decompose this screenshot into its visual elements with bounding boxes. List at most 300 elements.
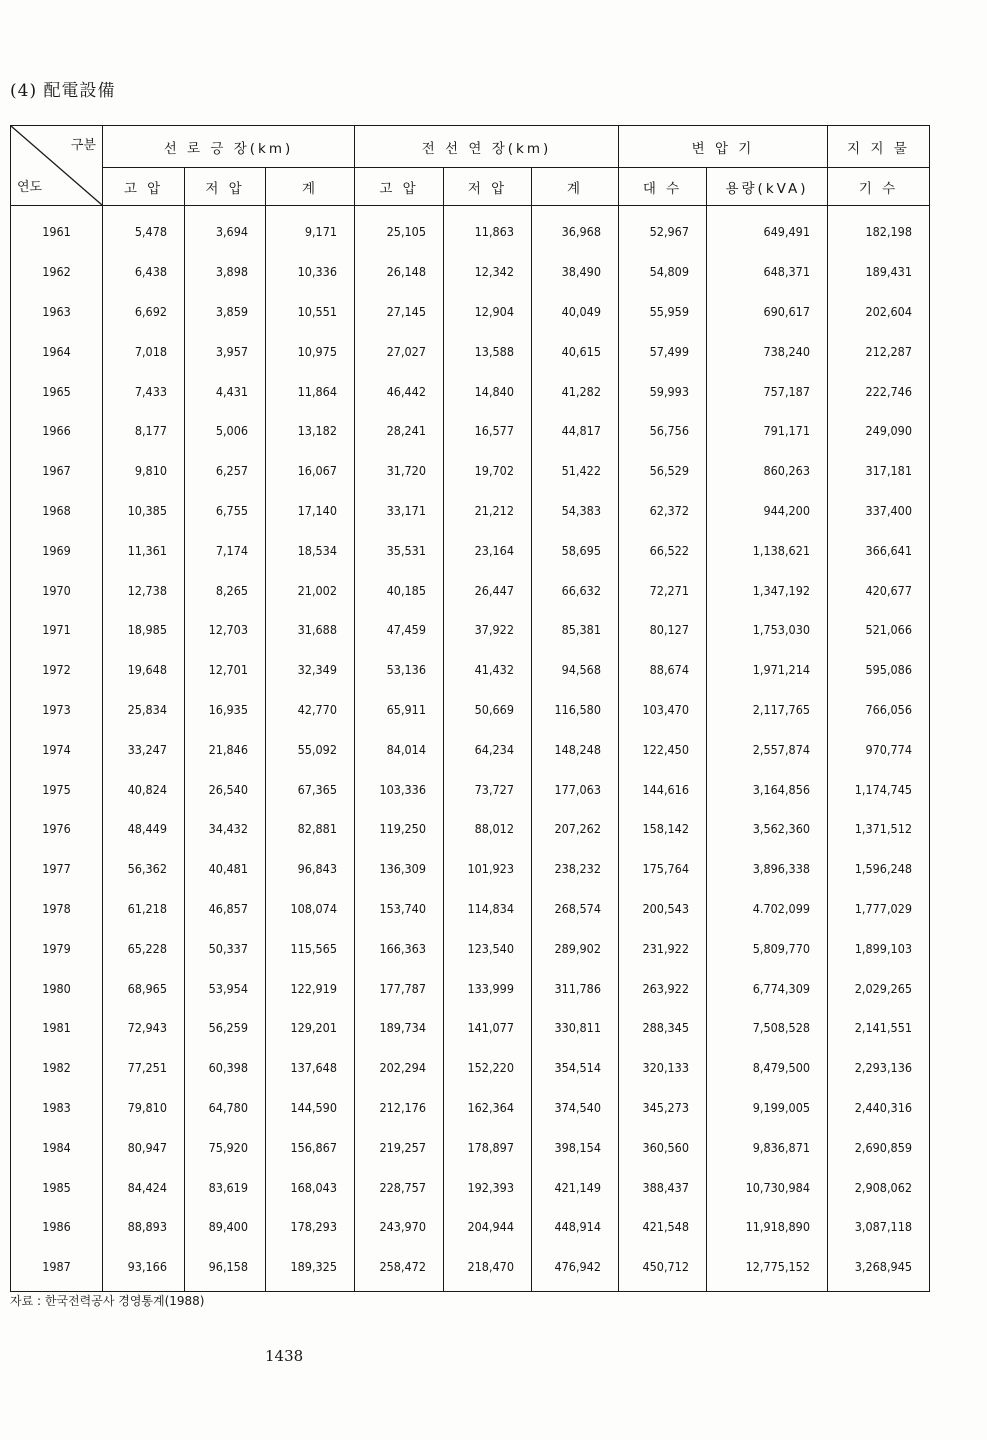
value-cell: 144,590 [266,1088,355,1128]
year-cell: 1981 [11,1008,103,1048]
value-cell: 28,241 [355,411,444,451]
value-cell: 65,228 [103,928,185,968]
value-cell: 944,200 [707,491,828,531]
table-row [11,292,930,332]
table-row [11,809,930,849]
value-cell: 311,786 [532,968,619,1008]
value-cell: 166,363 [355,928,444,968]
year-cell: 1963 [11,292,103,332]
value-cell: 249,090 [828,411,930,451]
value-cell: 10,336 [266,252,355,292]
value-cell: 10,975 [266,331,355,371]
value-cell: 68,965 [103,968,185,1008]
value-cell: 189,325 [266,1247,355,1291]
value-cell: 46,857 [185,889,266,929]
year-cell: 1984 [11,1127,103,1167]
value-cell: 32,349 [266,650,355,690]
value-cell: 25,834 [103,690,185,730]
value-cell: 84,424 [103,1167,185,1207]
table-row [11,1048,930,1088]
group-header-supports: 지 지 물 [828,126,930,168]
value-cell: 3,087,118 [828,1207,930,1247]
value-cell: 738,240 [707,331,828,371]
value-cell: 116,580 [532,690,619,730]
value-cell: 40,824 [103,769,185,809]
value-cell: 421,149 [532,1167,619,1207]
sub-header-wire-high-voltage: 고 압 [355,168,444,206]
corner-label-year: 연도 [17,180,43,195]
value-cell: 19,702 [444,451,532,491]
year-cell: 1977 [11,849,103,889]
table-row [11,1088,930,1128]
table-row [11,1127,930,1167]
year-cell: 1970 [11,570,103,610]
value-cell: 66,632 [532,570,619,610]
value-cell: 34,432 [185,809,266,849]
value-cell: 153,740 [355,889,444,929]
value-cell: 55,959 [619,292,707,332]
value-cell: 83,619 [185,1167,266,1207]
value-cell: 21,002 [266,570,355,610]
value-cell: 690,617 [707,292,828,332]
year-cell: 1985 [11,1167,103,1207]
value-cell: 757,187 [707,371,828,411]
value-cell: 11,863 [444,206,532,252]
year-cell: 1973 [11,690,103,730]
value-cell: 72,271 [619,570,707,610]
table-row [11,1008,930,1048]
value-cell: 17,140 [266,491,355,531]
value-cell: 56,529 [619,451,707,491]
table-row [11,411,930,451]
value-cell: 25,105 [355,206,444,252]
value-cell: 3,898 [185,252,266,292]
year-cell: 1983 [11,1088,103,1128]
value-cell: 177,063 [532,769,619,809]
value-cell: 88,893 [103,1207,185,1247]
table-row [11,491,930,531]
value-cell: 337,400 [828,491,930,531]
table-row [11,690,930,730]
value-cell: 56,756 [619,411,707,451]
year-cell: 1986 [11,1207,103,1247]
value-cell: 23,164 [444,530,532,570]
table-row [11,206,930,252]
value-cell: 94,568 [532,650,619,690]
value-cell: 3,694 [185,206,266,252]
value-cell: 791,171 [707,411,828,451]
table-row [11,331,930,371]
value-cell: 6,755 [185,491,266,531]
value-cell: 31,688 [266,610,355,650]
table-row [11,1207,930,1247]
value-cell: 73,727 [444,769,532,809]
table-row [11,968,930,1008]
value-cell: 168,043 [266,1167,355,1207]
value-cell: 89,400 [185,1207,266,1247]
table-row [11,928,930,968]
year-cell: 1962 [11,252,103,292]
table-row [11,530,930,570]
table-row [11,451,930,491]
value-cell: 9,810 [103,451,185,491]
sub-header-line-high-voltage: 고 압 [103,168,185,206]
sub-header-line-low-voltage: 저 압 [185,168,266,206]
value-cell: 119,250 [355,809,444,849]
value-cell: 50,669 [444,690,532,730]
value-cell: 320,133 [619,1048,707,1088]
value-cell: 40,049 [532,292,619,332]
value-cell: 52,967 [619,206,707,252]
group-header-transformer: 변 압 기 [619,126,828,168]
value-cell: 4,431 [185,371,266,411]
table-row [11,1247,930,1291]
value-cell: 48,449 [103,809,185,849]
value-cell: 64,780 [185,1088,266,1128]
value-cell: 238,232 [532,849,619,889]
page-number: 1438 [265,1347,304,1365]
value-cell: 12,342 [444,252,532,292]
value-cell: 648,371 [707,252,828,292]
sub-header-support-count: 기 수 [828,168,930,206]
table-row [11,1167,930,1207]
value-cell: 2,690,859 [828,1127,930,1167]
value-cell: 268,574 [532,889,619,929]
value-cell: 263,922 [619,968,707,1008]
value-cell: 212,176 [355,1088,444,1128]
value-cell: 448,914 [532,1207,619,1247]
year-cell: 1966 [11,411,103,451]
table-row [11,252,930,292]
value-cell: 1,596,248 [828,849,930,889]
value-cell: 354,514 [532,1048,619,1088]
value-cell: 18,985 [103,610,185,650]
table-row [11,729,930,769]
value-cell: 41,282 [532,371,619,411]
value-cell: 366,641 [828,530,930,570]
value-cell: 3,562,360 [707,809,828,849]
year-cell: 1967 [11,451,103,491]
value-cell: 177,787 [355,968,444,1008]
value-cell: 14,840 [444,371,532,411]
value-cell: 38,490 [532,252,619,292]
value-cell: 156,867 [266,1127,355,1167]
value-cell: 16,577 [444,411,532,451]
value-cell: 12,904 [444,292,532,332]
value-cell: 41,432 [444,650,532,690]
value-cell: 5,006 [185,411,266,451]
value-cell: 595,086 [828,650,930,690]
value-cell: 133,999 [444,968,532,1008]
value-cell: 2,029,265 [828,968,930,1008]
value-cell: 330,811 [532,1008,619,1048]
value-cell: 13,182 [266,411,355,451]
value-cell: 421,548 [619,1207,707,1247]
table-row [11,570,930,610]
value-cell: 115,565 [266,928,355,968]
value-cell: 122,450 [619,729,707,769]
value-cell: 374,540 [532,1088,619,1128]
value-cell: 58,695 [532,530,619,570]
value-cell: 141,077 [444,1008,532,1048]
value-cell: 7,433 [103,371,185,411]
group-header-line-length: 선 로 긍 장(km) [103,126,355,168]
table-row [11,769,930,809]
value-cell: 1,777,029 [828,889,930,929]
value-cell: 10,730,984 [707,1167,828,1207]
value-cell: 3,164,856 [707,769,828,809]
value-cell: 44,817 [532,411,619,451]
value-cell: 122,919 [266,968,355,1008]
value-cell: 19,648 [103,650,185,690]
value-cell: 79,810 [103,1088,185,1128]
value-cell: 56,259 [185,1008,266,1048]
value-cell: 114,834 [444,889,532,929]
value-cell: 108,074 [266,889,355,929]
value-cell: 450,712 [619,1247,707,1291]
value-cell: 1,371,512 [828,809,930,849]
value-cell: 317,181 [828,451,930,491]
value-cell: 8,265 [185,570,266,610]
value-cell: 60,398 [185,1048,266,1088]
value-cell: 101,923 [444,849,532,889]
value-cell: 288,345 [619,1008,707,1048]
value-cell: 2,141,551 [828,1008,930,1048]
value-cell: 64,234 [444,729,532,769]
value-cell: 16,067 [266,451,355,491]
value-cell: 204,944 [444,1207,532,1247]
table-body [11,206,930,1292]
value-cell: 162,364 [444,1088,532,1128]
value-cell: 136,309 [355,849,444,889]
value-cell: 96,158 [185,1247,266,1291]
value-cell: 42,770 [266,690,355,730]
value-cell: 258,472 [355,1247,444,1291]
value-cell: 57,499 [619,331,707,371]
value-cell: 66,522 [619,530,707,570]
value-cell: 1,347,192 [707,570,828,610]
value-cell: 398,154 [532,1127,619,1167]
corner-label-category: 구분 [70,138,96,153]
value-cell: 766,056 [828,690,930,730]
value-cell: 192,393 [444,1167,532,1207]
value-cell: 96,843 [266,849,355,889]
value-cell: 476,942 [532,1247,619,1291]
value-cell: 202,604 [828,292,930,332]
sub-header-transformer-count: 대 수 [619,168,707,206]
value-cell: 12,775,152 [707,1247,828,1291]
value-cell: 103,336 [355,769,444,809]
page-title: (4) 配電設備 [10,81,116,101]
table-row [11,650,930,690]
year-cell: 1972 [11,650,103,690]
value-cell: 50,337 [185,928,266,968]
year-cell: 1965 [11,371,103,411]
value-cell: 137,648 [266,1048,355,1088]
value-cell: 6,257 [185,451,266,491]
value-cell: 2,557,874 [707,729,828,769]
value-cell: 3,268,945 [828,1247,930,1291]
sub-header-transformer-capacity: 용량(kVA) [707,168,828,206]
value-cell: 27,145 [355,292,444,332]
value-cell: 10,385 [103,491,185,531]
value-cell: 6,774,309 [707,968,828,1008]
value-cell: 1,138,621 [707,530,828,570]
value-cell: 13,588 [444,331,532,371]
value-cell: 5,809,770 [707,928,828,968]
year-cell: 1969 [11,530,103,570]
table-row [11,371,930,411]
value-cell: 212,287 [828,331,930,371]
value-cell: 9,171 [266,206,355,252]
value-cell: 189,431 [828,252,930,292]
value-cell: 12,738 [103,570,185,610]
value-cell: 388,437 [619,1167,707,1207]
value-cell: 345,273 [619,1088,707,1128]
value-cell: 2,440,316 [828,1088,930,1128]
value-cell: 72,943 [103,1008,185,1048]
value-cell: 21,212 [444,491,532,531]
value-cell: 289,902 [532,928,619,968]
value-cell: 9,199,005 [707,1088,828,1128]
value-cell: 11,361 [103,530,185,570]
value-cell: 129,201 [266,1008,355,1048]
value-cell: 2,293,136 [828,1048,930,1088]
value-cell: 33,171 [355,491,444,531]
value-cell: 9,836,871 [707,1127,828,1167]
value-cell: 10,551 [266,292,355,332]
value-cell: 53,954 [185,968,266,1008]
value-cell: 175,764 [619,849,707,889]
value-cell: 36,968 [532,206,619,252]
value-cell: 80,947 [103,1127,185,1167]
value-cell: 649,491 [707,206,828,252]
value-cell: 59,993 [619,371,707,411]
value-cell: 521,066 [828,610,930,650]
value-cell: 26,148 [355,252,444,292]
value-cell: 82,881 [266,809,355,849]
value-cell: 158,142 [619,809,707,849]
value-cell: 54,809 [619,252,707,292]
value-cell: 26,447 [444,570,532,610]
value-cell: 970,774 [828,729,930,769]
value-cell: 84,014 [355,729,444,769]
value-cell: 178,897 [444,1127,532,1167]
year-cell: 1974 [11,729,103,769]
value-cell: 152,220 [444,1048,532,1088]
value-cell: 53,136 [355,650,444,690]
value-cell: 35,531 [355,530,444,570]
group-header-wire-length: 전 선 연 장(km) [355,126,619,168]
value-cell: 3,859 [185,292,266,332]
value-cell: 56,362 [103,849,185,889]
value-cell: 40,185 [355,570,444,610]
value-cell: 5,478 [103,206,185,252]
value-cell: 243,970 [355,1207,444,1247]
value-cell: 7,508,528 [707,1008,828,1048]
sub-header-wire-total: 계 [532,168,619,206]
value-cell: 62,372 [619,491,707,531]
table-row [11,849,930,889]
value-cell: 55,092 [266,729,355,769]
value-cell: 12,701 [185,650,266,690]
value-cell: 11,864 [266,371,355,411]
year-cell: 1987 [11,1247,103,1291]
value-cell: 219,257 [355,1127,444,1167]
value-cell: 88,674 [619,650,707,690]
year-cell: 1975 [11,769,103,809]
value-cell: 37,922 [444,610,532,650]
value-cell: 144,616 [619,769,707,809]
value-cell: 148,248 [532,729,619,769]
table-row [11,610,930,650]
value-cell: 88,012 [444,809,532,849]
value-cell: 27,027 [355,331,444,371]
value-cell: 6,438 [103,252,185,292]
value-cell: 2,117,765 [707,690,828,730]
value-cell: 31,720 [355,451,444,491]
value-cell: 46,442 [355,371,444,411]
value-cell: 11,918,890 [707,1207,828,1247]
value-cell: 93,166 [103,1247,185,1291]
value-cell: 77,251 [103,1048,185,1088]
value-cell: 207,262 [532,809,619,849]
distribution-facilities-table [10,125,930,1292]
value-cell: 3,896,338 [707,849,828,889]
value-cell: 61,218 [103,889,185,929]
value-cell: 4.702,099 [707,889,828,929]
value-cell: 123,540 [444,928,532,968]
value-cell: 1,971,214 [707,650,828,690]
value-cell: 228,757 [355,1167,444,1207]
value-cell: 178,293 [266,1207,355,1247]
value-cell: 12,703 [185,610,266,650]
corner-header-cell [11,126,103,206]
value-cell: 2,908,062 [828,1167,930,1207]
sub-header-wire-low-voltage: 저 압 [444,168,532,206]
value-cell: 360,560 [619,1127,707,1167]
year-cell: 1979 [11,928,103,968]
table-row [11,889,930,929]
value-cell: 202,294 [355,1048,444,1088]
year-cell: 1978 [11,889,103,929]
value-cell: 218,470 [444,1247,532,1291]
value-cell: 8,177 [103,411,185,451]
year-cell: 1976 [11,809,103,849]
value-cell: 189,734 [355,1008,444,1048]
year-cell: 1964 [11,331,103,371]
value-cell: 18,534 [266,530,355,570]
value-cell: 1,174,745 [828,769,930,809]
value-cell: 7,174 [185,530,266,570]
value-cell: 222,746 [828,371,930,411]
value-cell: 3,957 [185,331,266,371]
value-cell: 16,935 [185,690,266,730]
value-cell: 860,263 [707,451,828,491]
value-cell: 182,198 [828,206,930,252]
value-cell: 85,381 [532,610,619,650]
value-cell: 67,365 [266,769,355,809]
value-cell: 51,422 [532,451,619,491]
value-cell: 1,753,030 [707,610,828,650]
value-cell: 54,383 [532,491,619,531]
value-cell: 6,692 [103,292,185,332]
value-cell: 7,018 [103,331,185,371]
value-cell: 8,479,500 [707,1048,828,1088]
year-cell: 1982 [11,1048,103,1088]
year-cell: 1968 [11,491,103,531]
value-cell: 103,470 [619,690,707,730]
